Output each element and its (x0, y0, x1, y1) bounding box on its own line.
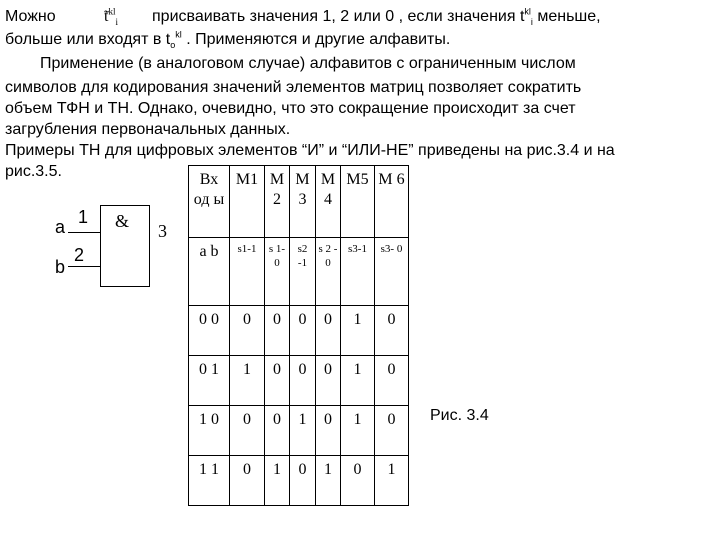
gate-symbol: & (115, 211, 130, 231)
paragraph-line: символов для кодирования значений элементов матриц позволяет сократить (5, 79, 582, 96)
table-cell: 1 (375, 456, 409, 506)
table-cell: 0 (341, 456, 375, 506)
table-cell: 1 0 (189, 406, 230, 456)
code-cell: s3-1 (341, 238, 375, 306)
paragraph-line: объем ТФН и ТН. Однако, очевидно, что это сокращение происходит за счет (5, 100, 576, 117)
table-row (189, 406, 409, 456)
input-b-wire (68, 266, 100, 267)
table-cell: 0 (375, 356, 409, 406)
header-row (189, 166, 409, 238)
figure-caption: Рис. 3.4 (430, 407, 489, 424)
code-cell: a b (189, 238, 230, 306)
table-cell: 0 (316, 306, 341, 356)
table-cell: 0 (375, 306, 409, 356)
header-cell: M1 (230, 166, 265, 238)
table-cell: 1 1 (189, 456, 230, 506)
table-cell: 0 (265, 306, 290, 356)
table-row (189, 356, 409, 406)
table-body (189, 306, 409, 506)
code-cell: s1-1 (230, 238, 265, 306)
table-cell: 0 (290, 356, 316, 406)
header-cell: Вх од ы (189, 166, 230, 238)
table-cell: 0 (290, 456, 316, 506)
input-b: b (55, 257, 66, 277)
code-cell: s3- 0 (375, 238, 409, 306)
table-row (189, 456, 409, 506)
table-cell: 1 (341, 406, 375, 456)
paragraph-line: рис.3.5. (5, 163, 62, 180)
header-cell: M 2 (265, 166, 290, 238)
line1-text: присваивать значения 1, 2 или 0 , если значения $t^{kl}_i$ меньше, (152, 6, 601, 28)
header-cell: M 3 (290, 166, 316, 238)
code-cell: s 2 - 0 (316, 238, 341, 306)
table-cell: 1 (316, 456, 341, 506)
table-cell: 0 0 (189, 306, 230, 356)
table-cell: 0 (265, 406, 290, 456)
code-cell: s 1- 0 (265, 238, 290, 306)
paragraph-line: Примеры ТН для цифровых элементов “И” и “ИЛИ-НЕ” приведены на рис.3.4 и на (5, 142, 615, 159)
table-cell: 0 (230, 456, 265, 506)
table-cell: 1 (265, 456, 290, 506)
pin-2: 2 (74, 245, 85, 265)
table-cell: 0 (316, 406, 341, 456)
table-cell: 1 (341, 356, 375, 406)
table-cell: 0 (230, 306, 265, 356)
input-a: a (55, 217, 66, 237)
line2-text: больше или входят в $t_o^{kl}$ . Применяются и другие алфавиты. (5, 29, 451, 51)
table-cell: 0 (290, 306, 316, 356)
pin-1: 1 (78, 207, 89, 227)
table-cell: 0 (375, 406, 409, 456)
code-row (189, 238, 409, 306)
t-tilde-symbol: $t^{kl}_i$ (104, 6, 118, 28)
table-cell: 0 (230, 406, 265, 456)
table-cell: 0 (265, 356, 290, 406)
gate-box (100, 205, 150, 287)
table-cell: 1 (230, 356, 265, 406)
output-3: 3 (158, 221, 167, 241)
header-cell: M 4 (316, 166, 341, 238)
code-cell: s2 -1 (290, 238, 316, 306)
header-cell: M5 (341, 166, 375, 238)
table-cell: 1 (290, 406, 316, 456)
line1-word: Можно (5, 8, 56, 25)
table-cell: 0 1 (189, 356, 230, 406)
header-cell: M 6 (375, 166, 409, 238)
input-a-wire (68, 232, 100, 233)
table-cell: 0 (316, 356, 341, 406)
truth-table (188, 165, 409, 506)
paragraph-line: Применение (в аналоговом случае) алфавитов с ограниченным числом (40, 55, 576, 72)
paragraph-line: загрубления первоначальных данных. (5, 121, 291, 138)
table-cell: 1 (341, 306, 375, 356)
table-row (189, 306, 409, 356)
